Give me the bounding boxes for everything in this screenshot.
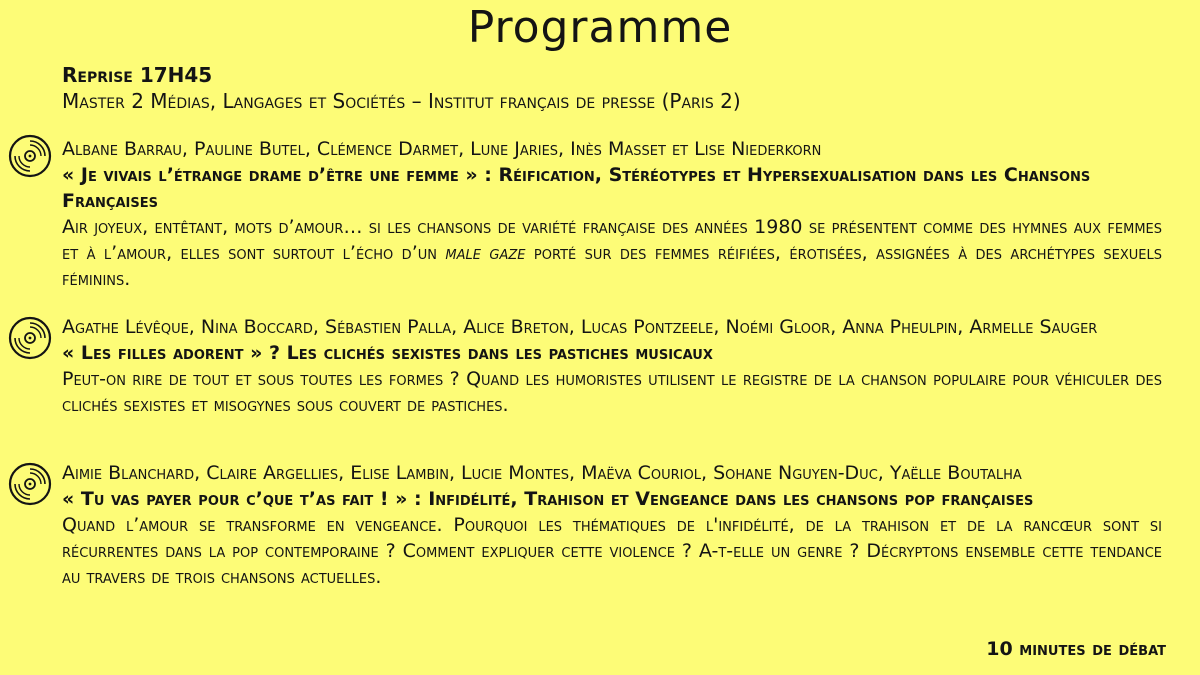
talk-description: Quand l’amour se transforme en vengeance. Pourquoi les thématiques de l'infidélité, de la trahison et de la rancœur sont si récurrentes dans la pop contemporaine ? Comment expliquer cette violence ? A-t-elle un genre ? Décryptons ensemble cette tendance au travers de trois chansons actuelles. bbox=[62, 514, 1162, 588]
vinyl-disc-icon bbox=[8, 134, 52, 178]
talk-2 bbox=[62, 314, 1162, 418]
talk-title: « Les filles adorent » ? Les clichés sexistes dans les pastiches musicaux bbox=[62, 342, 713, 364]
talk-3 bbox=[62, 460, 1162, 590]
page-title: Programme bbox=[467, 2, 733, 53]
talk-description: Air joyeux, entêtant, mots d’amour… si les chansons de variété française des années 1980 se présentent comme des hymnes aux femmes et à l’amour, elles sont surtout l’écho d’un male gaze porté sur des femmes réifiées, érotisées, assignées à des archétypes sexuels féminins. bbox=[62, 216, 1162, 290]
vinyl-disc-icon bbox=[8, 316, 52, 360]
vinyl-disc-icon bbox=[8, 462, 52, 506]
talk-title: « Je vivais l’étrange drame d’être une femme » : Réification, Stéréotypes et Hypersexualisation dans les Chansons Françaises bbox=[62, 164, 1091, 212]
talk-description: Peut-on rire de tout et sous toutes les formes ? Quand les humoristes utilisent le registre de la chanson populaire pour véhiculer des clichés sexistes et misogynes sous couvert de pastiches. bbox=[62, 368, 1162, 416]
talk-authors: Aimie Blanchard, Claire Argellies, Elise Lambin, Lucie Montes, Maëva Couriol, Sohane Nguyen-Duc, Yaëlle Boutalha bbox=[62, 462, 1022, 484]
talk-authors: Albane Barrau, Pauline Butel, Clémence Darmet, Lune Jaries, Inès Masset et Lise Niederkorn bbox=[62, 138, 822, 160]
session-header bbox=[62, 62, 1182, 114]
talk-authors: Agathe Lévêque, Nina Boccard, Sébastien Palla, Alice Breton, Lucas Pontzeele, Noémi Gloor, Anna Pheulpin, Armelle Sauger bbox=[62, 316, 1098, 338]
talk-title: « Tu vas payer pour c’que t’as fait ! » : Infidélité, Trahison et Vengeance dans les chansons pop françaises bbox=[62, 488, 1034, 510]
talk-1 bbox=[62, 136, 1162, 292]
session-time: Reprise 17H45 bbox=[62, 63, 213, 87]
program-line: Master 2 Médias, Langages et Sociétés – Institut français de presse (Paris 2) bbox=[62, 89, 741, 113]
debate-duration: 10 minutes de débat bbox=[986, 638, 1166, 660]
